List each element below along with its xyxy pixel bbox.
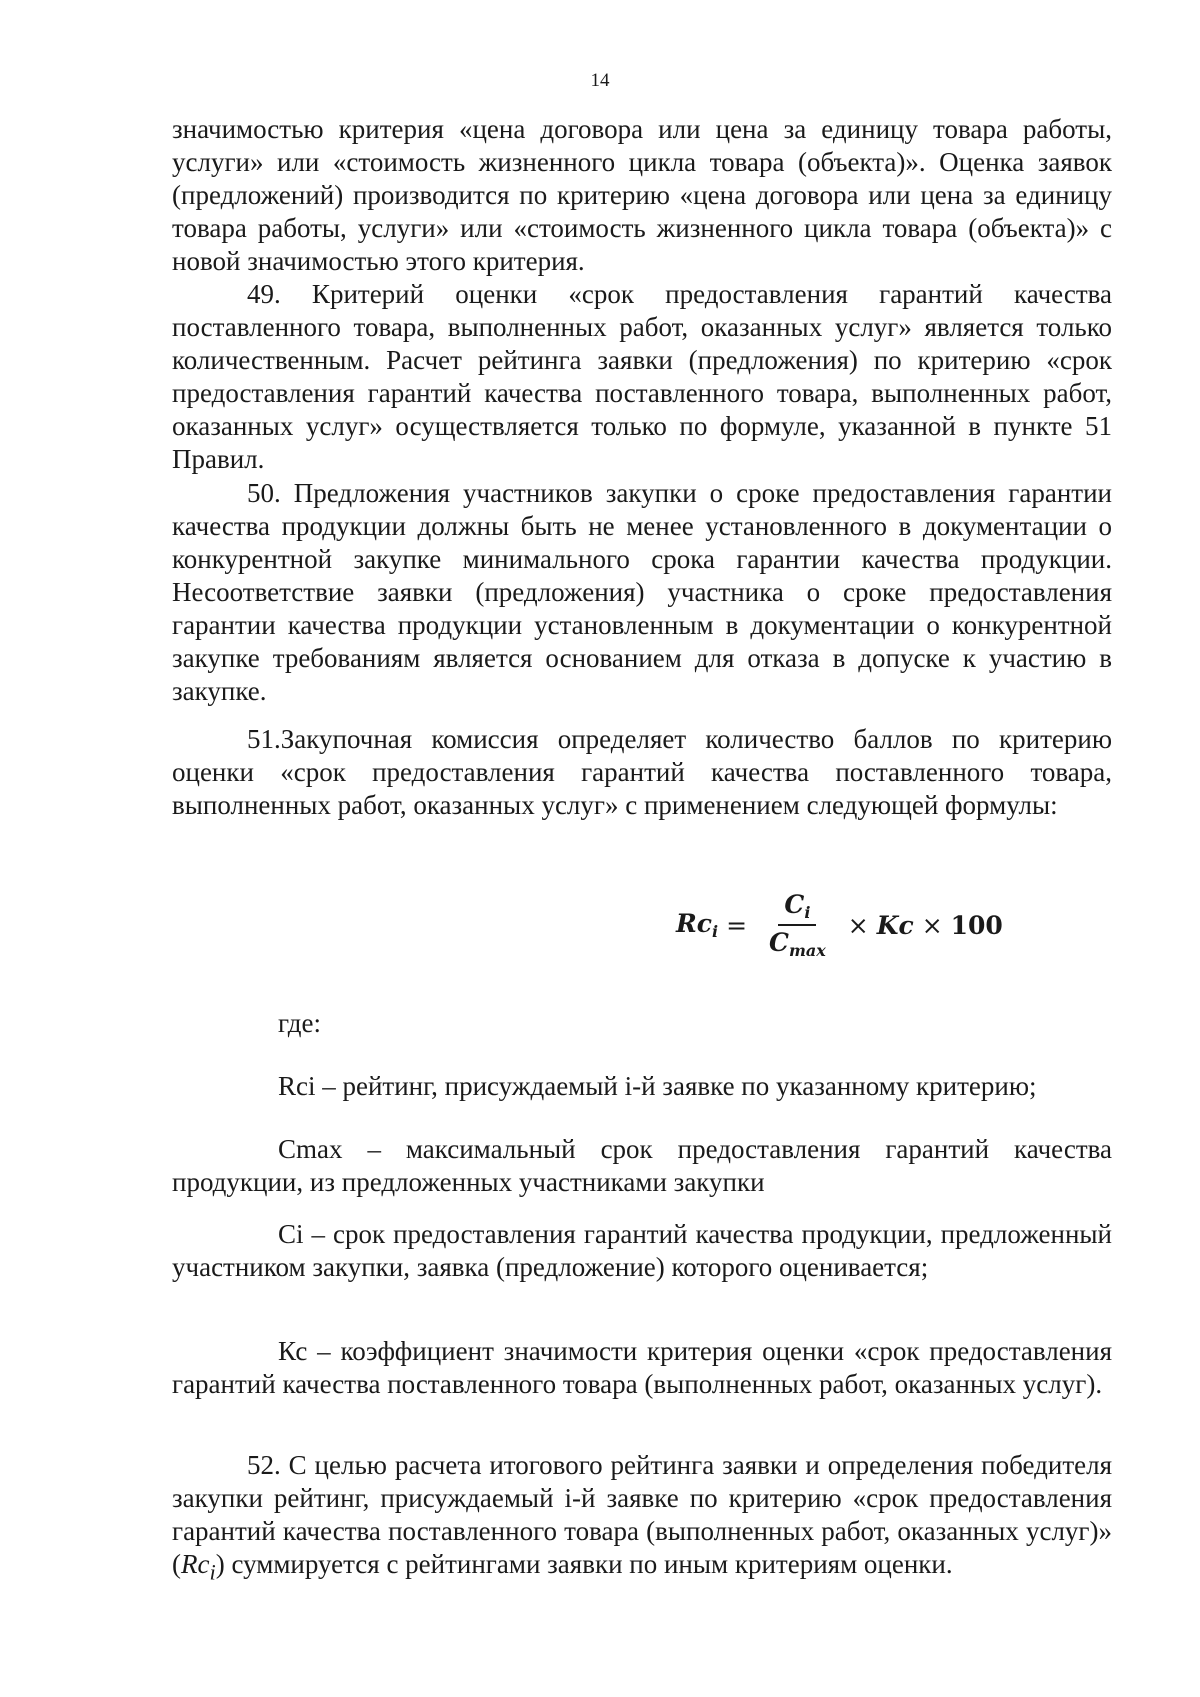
definition-kc: Кс – коэффициент значимости критерия оценки «срок предоставления гарантий качества поставленного товара (выполненных работ, оказанных услуг). bbox=[172, 1336, 1112, 1399]
where-label: где: bbox=[278, 1008, 321, 1038]
formula-numerator: $C_i$ bbox=[778, 890, 816, 926]
rating-formula bbox=[676, 880, 1003, 970]
formula-times-2: × bbox=[921, 910, 943, 940]
formula-fraction bbox=[763, 890, 832, 960]
formula-lhs: $Rc_i$ bbox=[676, 909, 719, 941]
formula-equals: = bbox=[726, 910, 748, 940]
paragraph-continuation: значимостью критерия «цена договора или цена за единицу товара работы, услуги» или «стоимость жизненного цикла товара (объекта)». Оценка заявок (предложений) производится по критерию «цена договора или цена за единицу товара работы, услуги» или «стоимость жизненного цикла товара (объекта)» с новой значимостью этого критерия. bbox=[172, 114, 1112, 276]
paragraph-52: 52. С целью расчета итогового рейтинга заявки и определения победителя закупки рейтинг, присуждаемый i-й заявке по критерию «срок предоставления гарантий качества поставленного товара (выполненных работ, оказанных услуг)» $(Rc_i)$ суммируется с рейтингами заявки по иным критериям оценки. bbox=[172, 1450, 1112, 1585]
page-number: 14 bbox=[590, 70, 610, 91]
paragraph-51: 51.Закупочная комиссия определяет количество баллов по критерию оценки «срок предоставления гарантий качества поставленного товара, выполненных работ, оказанных услуг» с применением следующей формулы: bbox=[172, 724, 1112, 820]
paragraph-50: 50. Предложения участников закупки о сроке предоставления гарантии качества продукции должны быть не менее установленного в документации о конкурентной закупке минимального срока гарантии качества продукции. Несоответствие заявки (предложения) участника о сроке предоставления гарантии качества продукции установленным в документации о конкурентной закупке требованиям является основанием для отказа в допуске к участию в закупке. bbox=[172, 478, 1112, 706]
rating-variable: $Rc_i$ bbox=[181, 1549, 216, 1585]
formula-constant: 100 bbox=[950, 910, 1003, 940]
formula-coefficient: Kc bbox=[876, 910, 914, 940]
formula-denominator: $C_{max}$ bbox=[769, 928, 826, 960]
formula-times-1: × bbox=[847, 910, 869, 940]
paragraph-49: 49. Критерий оценки «срок предоставления гарантий качества поставленного товара, выполненных работ, оказанных услуг» является только количественным. Расчет рейтинга заявки (предложения) по критерию «срок предоставления гарантий качества поставленного товара, выполненных работ, оказанных услуг» осуществляется только по формуле, указанной в пункте 51 Правил. bbox=[172, 279, 1112, 474]
definition-cmax: Cmax – максимальный срок предоставления гарантий качества продукции, из предложенных участниками закупки bbox=[172, 1134, 1112, 1197]
definition-ci: Ci – срок предоставления гарантий качества продукции, предложенный участником закупки, заявка (предложение) которого оценивается; bbox=[172, 1219, 1112, 1282]
definition-rci: Rci – рейтинг, присуждаемый i-й заявке по указанному критерию; bbox=[278, 1071, 1037, 1101]
